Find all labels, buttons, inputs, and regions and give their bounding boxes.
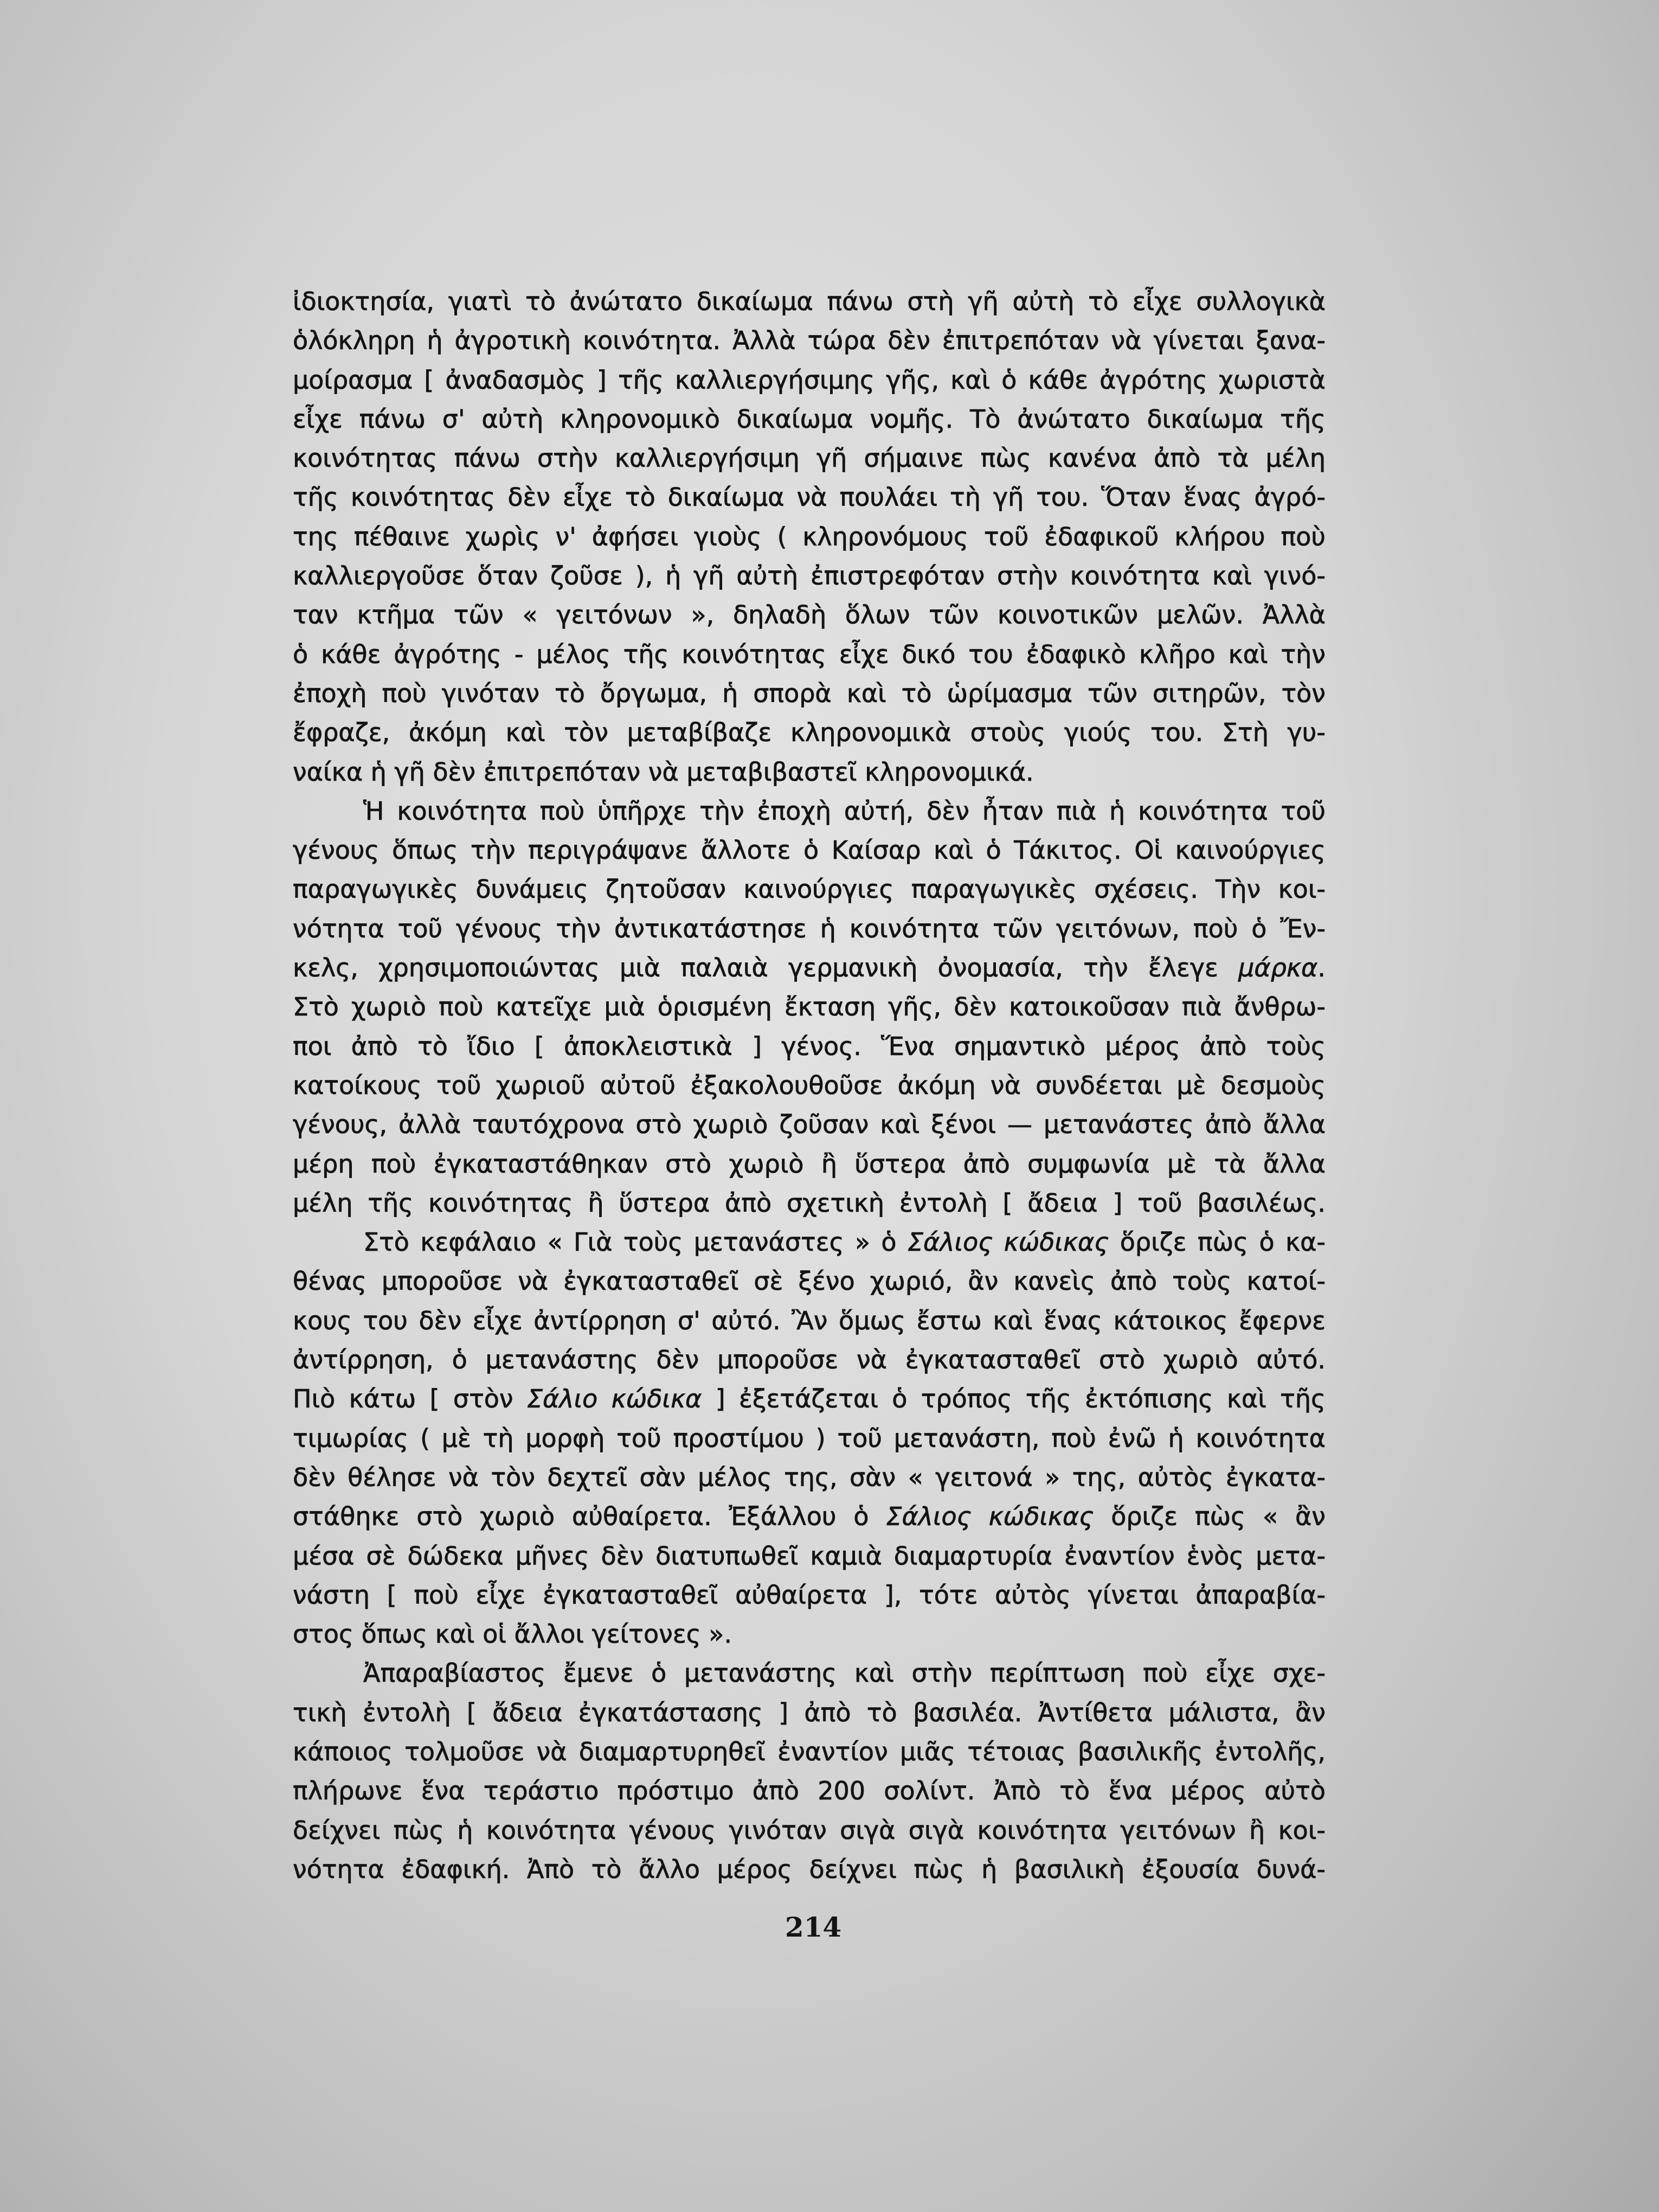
text-line: ἀντίρρηση, ὁ μετανάστης δὲν μποροῦσε νὰ ἐγκατασταθεῖ στὸ χωριὸ αὐτό. [293, 1345, 1326, 1375]
text-line [293, 1379, 1326, 1418]
text-line: τικὴ ἐντολὴ [ ἄδεια ἐγκατάστασης ] ἀπὸ τὸ βασιλέα. Ἀντίθετα μάλιστα, ἂν [293, 1697, 1326, 1727]
text-line: Ἀπαραβίαστος ἔμενε ὁ μετανάστης καὶ στὴν περίπτωση ποὺ εἶχε σχε- [363, 1658, 1326, 1688]
text-line: πλήρωνε ἕνα τεράστιο πρόστιμο ἀπὸ 200 σολίντ. Ἀπὸ τὸ ἕνα μέρος αὐτὸ [293, 1776, 1326, 1806]
text-line: Στὸ χωριὸ ποὺ κατεῖχε μιὰ ὁρισμένη ἔκταση γῆς, δὲν κατοικοῦσαν πιὰ ἄνθρω- [293, 992, 1326, 1022]
text-line: κάποιος τολμοῦσε νὰ διαμαρτυρηθεῖ ἐναντίον μιᾶς τέτοιας βασιλικῆς ἐντολῆς, [293, 1737, 1326, 1766]
text-line: στος ὅπως καὶ οἱ ἄλλοι γείτονες ». [293, 1619, 732, 1649]
text-line: της πέθαινε χωρὶς ν' ἀφήσει γιοὺς ( κληρονόμους τοῦ ἐδαφικοῦ κλήρου ποὺ [293, 522, 1326, 551]
text-line: παραγωγικὲς δυνάμεις ζητοῦσαν καινούργιες παραγωγικὲς σχέσεις. Τὴν κοι- [293, 874, 1326, 904]
text-segment: ] ἐξετάζεται ὁ τρόπος τῆς ἐκτόπισης καὶ τῆς [702, 1384, 1326, 1414]
text-line [293, 948, 1326, 987]
text-line: μέρη ποὺ ἐγκαταστάθηκαν στὸ χωριὸ ἢ ὕστερα ἀπὸ συμφωνία μὲ τὰ ἄλλα [293, 1149, 1326, 1179]
text-segment: στάθηκε στὸ χωριὸ αὐθαίρετα. Ἐξάλλου ὁ [293, 1502, 886, 1532]
text-line: μέσα σὲ δώδεκα μῆνες δὲν διατυπωθεῖ καμιὰ διαμαρτυρία ἐναντίον ἑνὸς μετα- [293, 1541, 1326, 1571]
italic-phrase: Σάλιος κώδικας [907, 1227, 1109, 1257]
text-line: ναίκα ἡ γῆ δὲν ἐπιτρεπόταν νὰ μεταβιβαστεῖ κληρονομικά. [293, 757, 1034, 787]
italic-phrase: μάρκα [1238, 953, 1318, 983]
paragraph [293, 1654, 1326, 1889]
text-line: μοίρασμα [ ἀναδασμὸς ] τῆς καλλιεργήσιμης γῆς, καὶ ὁ κάθε ἀγρότης χωριστὰ [293, 365, 1326, 395]
body-text [293, 282, 1326, 1889]
text-line: νότητα τοῦ γένους τὴν ἀντικατάστησε ἡ κοινότητα τῶν γειτόνων, ποὺ ὁ Ἔν- [293, 914, 1326, 943]
italic-phrase: Σάλιος κώδικας [886, 1502, 1094, 1532]
text-segment: Πιὸ κάτω [ στὸν [293, 1384, 527, 1414]
text-line: δὲν θέλησε νὰ τὸν δεχτεῖ σὰν μέλος της, σὰν « γειτονά » της, αὐτὸς ἐγκατα- [293, 1462, 1326, 1492]
text-line: γένους ὅπως τὴν περιγράψανε ἄλλοτε ὁ Καίσαρ καὶ ὁ Τάκιτος. Οἱ καινούργιες [293, 835, 1326, 865]
text-line: κατοίκους τοῦ χωριοῦ αὐτοῦ ἐξακολουθοῦσε ἀκόμη νὰ συνδέεται μὲ δεσμοὺς [293, 1070, 1326, 1100]
text-line: ἰδιοκτησία, γιατὶ τὸ ἀνώτατο δικαίωμα πάνω στὴ γῆ αὐτὴ τὸ εἶχε συλλογικὰ [293, 287, 1326, 316]
text-segment: Στὸ κεφάλαιο « Γιὰ τοὺς μετανάστες » ὁ [363, 1227, 908, 1257]
paragraph [293, 792, 1326, 1223]
text-segment: ὅριζε πὼς « ἂν [1094, 1502, 1326, 1532]
text-line: ποι ἀπὸ τὸ ἴδιο [ ἀποκλειστικὰ ] γένος. Ἕνα σημαντικὸ μέρος ἀπὸ τοὺς [293, 1031, 1326, 1061]
text-line: εἶχε πάνω σ' αὐτὴ κληρονομικὸ δικαίωμα νομῆς. Τὸ ἀνώτατο δικαίωμα τῆς [293, 404, 1326, 434]
text-line: ὁλόκληρη ἡ ἀγροτικὴ κοινότητα. Ἀλλὰ τώρα δὲν ἐπιτρεπόταν νὰ γίνεται ξανα- [293, 326, 1326, 356]
text-line: ταν κτῆμα τῶν « γειτόνων », δηλαδὴ ὅλων τῶν κοινοτικῶν μελῶν. Ἀλλὰ [293, 600, 1326, 630]
text-line: δείχνει πὼς ἡ κοινότητα γένους γινόταν σιγὰ σιγὰ κοινότητα γειτόνων ἢ κοι- [293, 1815, 1326, 1845]
text-segment: ὅριζε πὼς ὁ κα- [1109, 1227, 1326, 1257]
text-line [293, 1223, 1326, 1262]
page-number: 214 [785, 1911, 842, 1943]
text-line: κοινότητας πάνω στὴν καλλιεργήσιμη γῆ σήμαινε πὼς κανένα ἀπὸ τὰ μέλη [293, 443, 1326, 473]
text-segment: . [1317, 953, 1326, 983]
text-line: ἔφραζε, ἀκόμη καὶ τὸν μεταβίβαζε κληρονομικὰ στοὺς γιούς του. Στὴ γυ- [293, 718, 1326, 748]
text-line: γένους, ἀλλὰ ταυτόχρονα στὸ χωριὸ ζοῦσαν καὶ ξένοι — μετανάστες ἀπὸ ἄλλα [293, 1110, 1326, 1140]
text-line: θένας μποροῦσε νὰ ἐγκατασταθεῖ σὲ ξένο χωριό, ἂν κανεὶς ἀπὸ τοὺς κατοί- [293, 1266, 1326, 1296]
text-line: καλλιεργοῦσε ὅταν ζοῦσε ), ἡ γῆ αὐτὴ ἐπιστρεφόταν στὴν κοινότητα καὶ γινό- [293, 561, 1326, 591]
text-line: ἐποχὴ ποὺ γινόταν τὸ ὄργωμα, ἡ σπορὰ καὶ τὸ ὡρίμασμα τῶν σιτηρῶν, τὸν [293, 678, 1326, 708]
text-line: νότητα ἐδαφική. Ἀπὸ τὸ ἄλλο μέρος δείχνει πὼς ἡ βασιλικὴ ἐξουσία δυνά- [293, 1854, 1326, 1884]
text-line: Ἡ κοινότητα ποὺ ὑπῆρχε τὴν ἐποχὴ αὐτή, δὲν ἦταν πιὰ ἡ κοινότητα τοῦ [363, 796, 1326, 826]
paragraph [293, 282, 1326, 792]
italic-phrase: Σάλιο κώδικα [526, 1384, 702, 1414]
text-line: τῆς κοινότητας δὲν εἶχε τὸ δικαίωμα νὰ πουλάει τὴ γῆ του. Ὅταν ἕνας ἀγρό- [293, 483, 1326, 512]
text-line: τιμωρίας ( μὲ τὴ μορφὴ τοῦ προστίμου ) τοῦ μετανάστη, ποὺ ἐνῶ ἡ κοινότητα [293, 1423, 1326, 1453]
text-line: μέλη τῆς κοινότητας ἢ ὕστερα ἀπὸ σχετικὴ ἐντολὴ [ ἄδεια ] τοῦ βασιλέως. [293, 1188, 1326, 1218]
text-line: νάστη [ ποὺ εἶχε ἐγκατασταθεῖ αὐθαίρετα ], τότε αὐτὸς γίνεται ἀπαραβία- [293, 1580, 1326, 1610]
text-segment: κελς, χρησιμοποιώντας μιὰ παλαιὰ γερμανικὴ ὀνομασία, τὴν ἔλεγε [293, 953, 1239, 983]
text-line: ὁ κάθε ἀγρότης - μέλος τῆς κοινότητας εἶχε δικό του ἐδαφικὸ κλῆρο καὶ τὴν [293, 639, 1326, 669]
text-line: κους του δὲν εἶχε ἀντίρρηση σ' αὐτό. Ἂν ὅμως ἔστω καὶ ἕνας κάτοικος ἔφερνε [293, 1306, 1326, 1335]
text-line [293, 1497, 1326, 1536]
paragraph [293, 1223, 1326, 1654]
